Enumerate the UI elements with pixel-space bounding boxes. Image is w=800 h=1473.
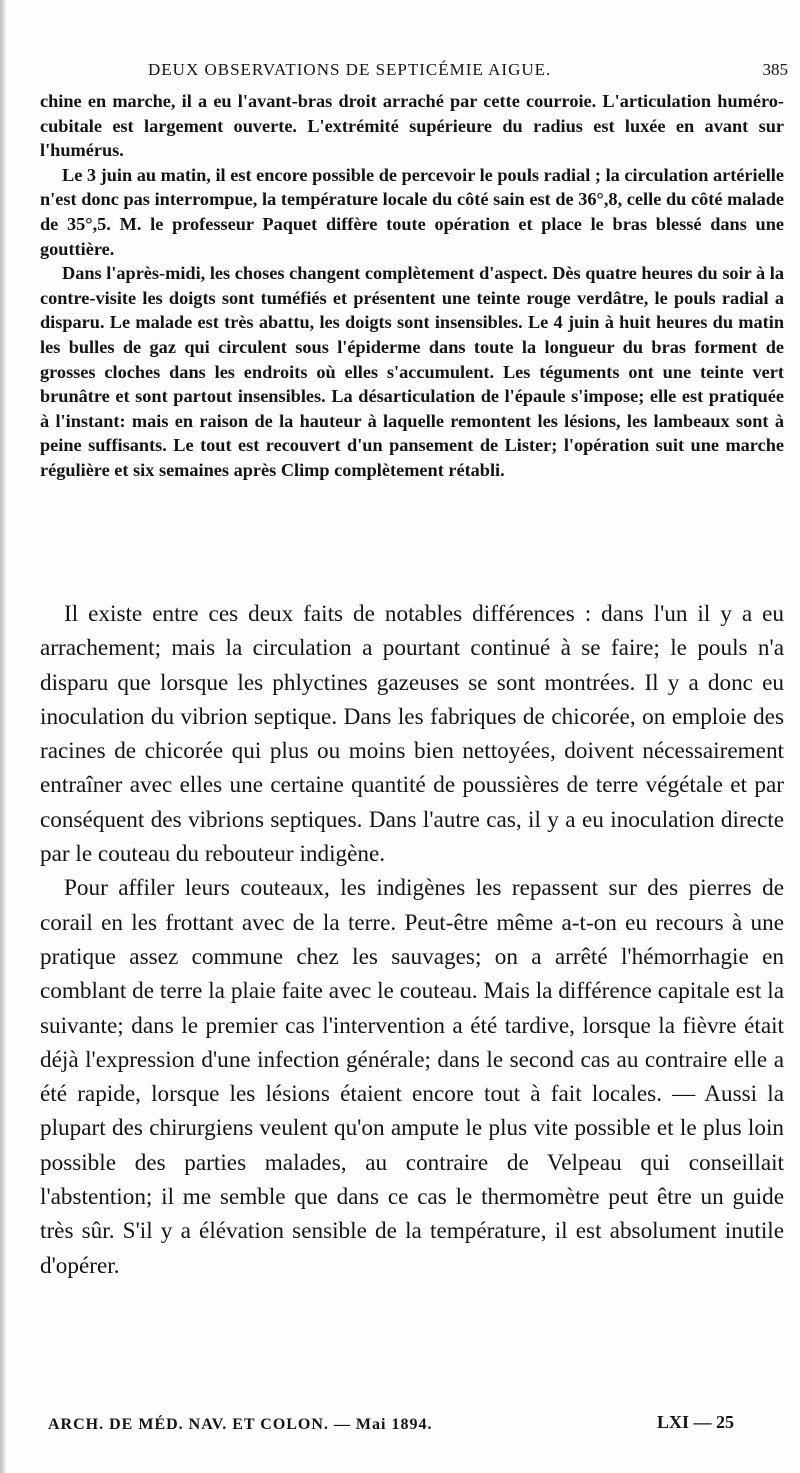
journal-source: ARCH. DE MÉD. NAV. ET COLON. — Mai 1894. <box>48 1416 433 1433</box>
paragraph: Pour affiler leurs couteaux, les indigènes les repassent sur des pierres de corail en les frottant avec de la terre. Peut-être même a-t-on eu recours à une pratique assez commune chez les sauvages; on a arrêté l'hémorrhagie en comblant de terre la plaie faite avec le couteau. Mais la différence capitale est la suivante; dans le premier cas l'intervention a été tardive, lorsque la fièvre était déjà l'expression d'une infection générale; dans le second cas au contraire elle a été rapide, lorsque les lésions étaient encore tout à fait locales. — Aussi la plupart des chirurgiens veulent qu'on ampute le plus vite possible et le plus loin possible des parties malades, au contraire de Velpeau qui conseillait l'abstention; il me semble que dans ce cas le thermomètre peut être un guide très sûr. S'il y a élévation sensible de la température, il est absolument inutile d'opérer. <box>40 875 784 1279</box>
case-report-text <box>40 89 784 483</box>
signature-mark: LXI — 25 <box>656 1412 734 1432</box>
paragraph: Dans l'après-midi, les choses changent complètement d'aspect. Dès quatre heures du soir à la contre-visite les doigts sont tuméfiés et présentent une teinte rouge verdâtre, le pouls radial a disparu. Le malade est très abattu, les doigts sont insensibles. Le 4 juin à huit heures du matin les bulles de gaz qui circulent sous l'épiderme dans toute la longueur du bras forment de grosses cloches dans les endroits où elles s'accumulent. Les téguments ont une teinte vert brunâtre et sont partout insensibles. La désarticulation de l'épaule s'impose; elle est pratiquée à l'instant: mais en raison de la hauteur à laquelle remontent les lésions, les lambeaux sont à peine suffisants. Le tout est recouvert d'un pansement de Lister; l'opération suit une marche régulière et six semaines après Climp complètement rétabli. <box>40 263 784 480</box>
page-footer <box>48 1412 774 1442</box>
running-head: DEUX OBSERVATIONS DE SEPTICÉMIE AIGUE. <box>148 60 552 79</box>
page-header <box>148 60 788 84</box>
page-number: 385 <box>762 60 788 79</box>
paragraph: Le 3 juin au matin, il est encore possible de percevoir le pouls radial ; la circulation artérielle n'est donc pas interrompue, la température locale du côté sain est de 36°,8, celle du côté malade de 35°,5. M. le professeur Paquet diffère toute opération et place le bras blessé dans une gouttière. <box>40 164 784 259</box>
paragraph: chine en marche, il a eu l'avant-bras droit arraché par cette courroie. L'articulation huméro-cubitale est largement ouverte. L'extrémité supérieure du radius est luxée en avant sur l'humérus. <box>40 91 784 161</box>
discussion-text <box>40 597 784 1283</box>
paragraph: Il existe entre ces deux faits de notables différences : dans l'un il y a eu arrachement; mais la circulation a pourtant continué à se faire; le pouls n'a disparu que lorsque les phlyctines gazeuses se sont montrées. Il y a donc eu inoculation du vibrion septique. Dans les fabriques de chicorée, on emploie des racines de chicorée qui plus ou moins bien nettoyées, doivent nécessairement entraîner avec elles une certaine quantité de poussières de terre végétale et par conséquent des vibrions septiques. Dans l'autre cas, il y a eu inoculation directe par le couteau du rebouteur indigène. <box>40 601 784 868</box>
page-edge-shadow <box>0 0 6 1473</box>
